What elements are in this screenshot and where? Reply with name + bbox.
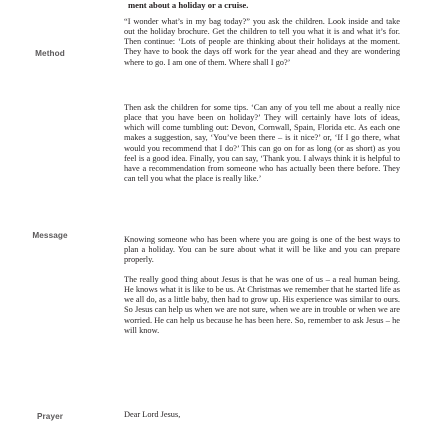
section-heading: ment about a holiday or a cruise.	[128, 0, 249, 10]
paragraph-text: “I wonder what’s in my bag today?” you ask the children. Look inside and take out the holiday brochure. Get the children to tell you what it is and what it’s for. Then continue: ‘Lots of people are thinking about their holidays at the moment. They have to book the days off work for the year ahead and they are wondering where to go. I am one of them. Where shall I go?’	[124, 17, 400, 67]
method-paragraph-1	[124, 17, 400, 68]
method-paragraph-2	[124, 103, 400, 184]
prayer-paragraph	[124, 410, 400, 420]
section-label-prayer: Prayer	[36, 412, 64, 421]
paragraph-text: The really good thing about Jesus is that he was one of us – a real human being. He knows what it is like to be us. At Christmas we remember that he started life as we all do, as a little baby, then had to grow up. His experience was similar to ours. So Jesus can help us when we are not sure, when we are in trouble or when we are worried. He can help us because he has been here. So, remember to ask Jesus – he will know.	[124, 275, 400, 335]
section-label-method: Method	[35, 49, 65, 58]
paragraph-text: Knowing someone who has been where you are going is one of the best ways to plan a holiday. You can be sure about what it will be like and you can prepare properly.	[124, 235, 400, 265]
section-label-message: Message	[32, 231, 68, 240]
message-paragraph-2	[124, 275, 400, 336]
paragraph-text: Then ask the children for some tips. ‘Can any of you tell me about a really nice place that you have been on holiday?’ They will certainly have lots of ideas, which will come tumbling out: Devon, Cornwall, Spain, Florida etc. As each one makes a suggestion, say, ‘You’ve been there – is it nice?’ or, ‘If I go there, what would you recommend that I do?’ This can go on for as long (or as short) as you feel is a good idea. Finally, you can say, ‘Thank you. I always think it is helpful to have a recommendation from someone who has actually been there before. They can tell you what the place is really like.’	[124, 103, 400, 184]
message-paragraph-1	[124, 235, 400, 265]
paragraph-text: Dear Lord Jesus,	[124, 410, 181, 419]
